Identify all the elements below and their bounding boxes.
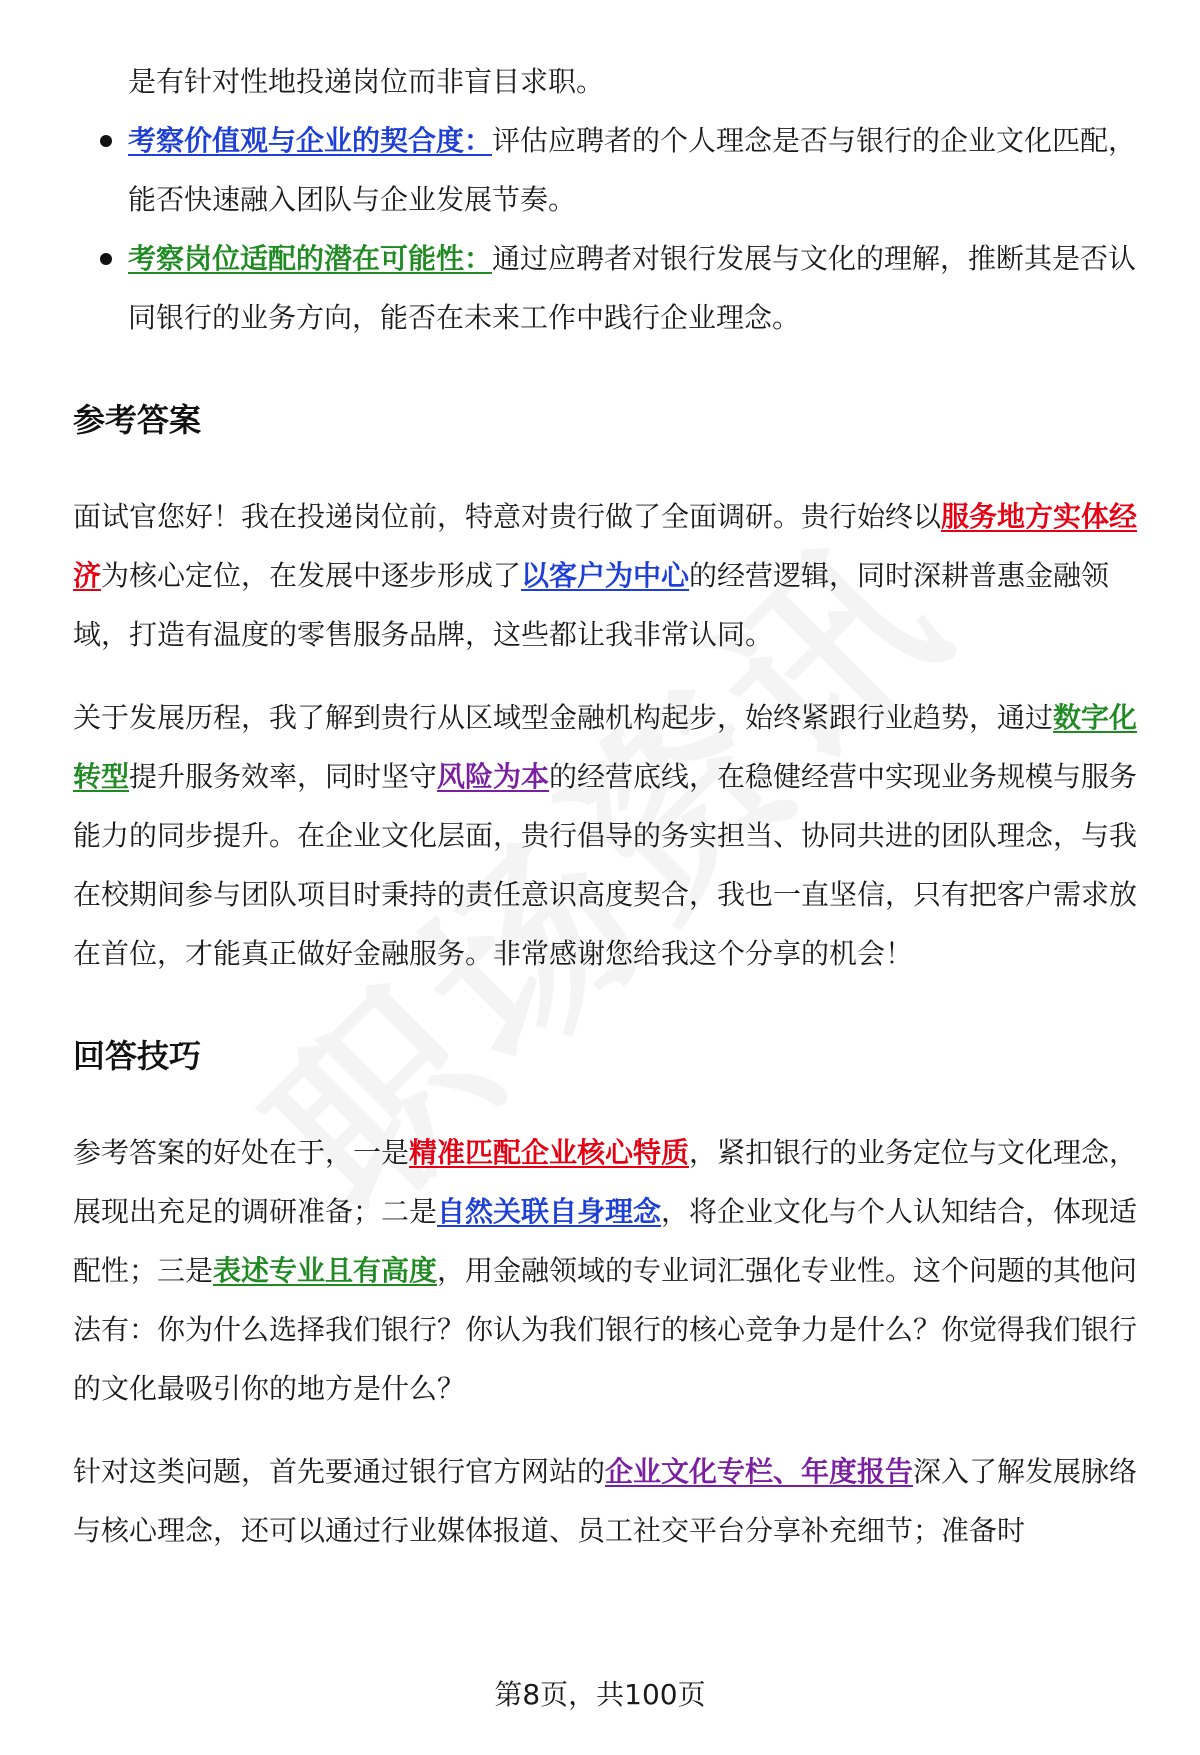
text-run: ，将企业文化与个人认知结合，体现适配性；三是: [73, 1195, 1138, 1287]
text-run: ，紧扣银行的业务定位与文化理念，展现出充足的调研准备；二是: [73, 1136, 1138, 1228]
text-run: 关于发展历程，我了解到贵行从区域型金融机构起步，始终紧跟行业趋势，通过: [73, 701, 1054, 734]
highlight-term: 企业文化专栏、年度报告: [605, 1455, 914, 1488]
page-number: 第8页，共100页: [494, 1678, 706, 1711]
bullet-text: 评估应聘者的个人理念是否与银行的企业文化匹配，能否快速融入团队与企业发展节奏。: [128, 124, 1137, 216]
highlight-term: 数字化转型: [73, 701, 1138, 793]
highlight-term: 精准匹配企业核心特质: [409, 1136, 690, 1169]
tips-paragraph-2: [73, 1442, 1148, 1560]
answer-paragraph-1: [73, 487, 1148, 664]
text-run: 的经营底线，在稳健经营中实现业务规模与服务能力的同步提升。在企业文化层面，贵行倡导的务实担当、协同共进的团队理念，与我在校期间参与团队项目时秉持的责任意识高度契合，我也一直坚信，只有把客户需求放在首位，才能真正做好金融服务。非常感谢您给我这个分享的机会！: [73, 760, 1138, 970]
highlight-term: 自然关联自身理念: [437, 1195, 662, 1228]
page-content: [73, 52, 1148, 1560]
list-item: [73, 229, 1148, 347]
section-title-answer: 参考答案: [73, 401, 202, 439]
text-run: 针对这类问题，首先要通过银行官方网站的: [73, 1455, 606, 1488]
bullet-highlight: 考察岗位适配的潜在可能性：: [128, 242, 493, 275]
text-run: 的经营逻辑，同时深耕普惠金融领域，打造有温度的零售服务品牌，这些都让我非常认同。: [73, 559, 1110, 651]
text-run: 深入了解发展脉络与核心理念，还可以通过行业媒体报道、员工社交平台分享补充细节；准备时: [73, 1455, 1138, 1547]
highlight-term: 风险为本: [437, 760, 550, 793]
highlight-term: 服务地方实体经济: [73, 500, 1138, 592]
bullet-highlight: 考察价值观与企业的契合度：: [128, 124, 493, 157]
intro-continuation: 是有针对性地投递岗位而非盲目求职。: [128, 65, 605, 98]
bullet-dot-icon: [100, 135, 112, 147]
bullet-text: 通过应聘者对银行发展与文化的理解，推断其是否认同银行的业务方向，能否在未来工作中践行企业理念。: [128, 242, 1137, 334]
text-run: 提升服务效率，同时坚守: [129, 760, 438, 793]
section-title-tips: 回答技巧: [73, 1037, 202, 1075]
bullet-dot-icon: [100, 253, 112, 265]
answer-paragraph-2: [73, 688, 1148, 983]
highlight-term: 表述专业且有高度: [213, 1254, 438, 1287]
bullet-list: [73, 111, 1148, 347]
text-run: 为核心定位，在发展中逐步形成了: [101, 559, 522, 592]
tips-paragraph-1: [73, 1123, 1148, 1418]
list-item: [73, 111, 1148, 229]
text-run: ，用金融领域的专业词汇强化专业性。这个问题的其他问法有：你为什么选择我们银行？你认为我们银行的核心竞争力是什么？你觉得我们银行的文化最吸引你的地方是什么？: [73, 1254, 1138, 1405]
text-run: 面试官您好！我在投递岗位前，特意对贵行做了全面调研。贵行始终以: [73, 500, 942, 533]
text-run: 参考答案的好处在于，一是: [73, 1136, 410, 1169]
highlight-term: 以客户为中心: [521, 559, 690, 592]
